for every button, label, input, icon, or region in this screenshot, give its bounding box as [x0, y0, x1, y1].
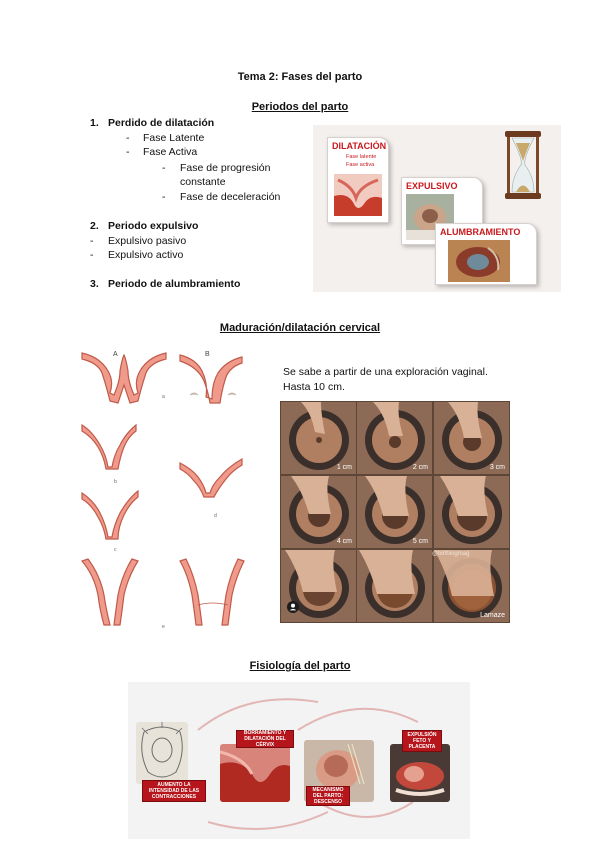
list-bullet: -	[126, 132, 130, 144]
period-1-title: Perdido de dilatación	[108, 117, 215, 129]
grid-cell-8	[357, 550, 432, 622]
grid-cell-3	[434, 402, 509, 474]
diagram-label-A: A	[113, 351, 118, 358]
maturation-text-line1: Se sabe a partir de una exploración vaginal.	[283, 366, 488, 378]
maturation-text-line2: Hasta 10 cm.	[283, 381, 345, 393]
list-item-fase-activa: Fase Activa	[143, 146, 198, 158]
phase-card-dilatacion	[327, 137, 389, 223]
list-bullet: -	[162, 191, 166, 203]
descent-box: MECANISMO DEL PARTO: DESCENSO	[306, 786, 350, 806]
cervix-dilation-picture	[220, 744, 290, 802]
fetus-placenta-picture	[390, 744, 450, 802]
period-3-number: 3.	[90, 278, 99, 290]
grid-cell-4	[281, 476, 356, 548]
list-item-expulsivo-pasivo: Expulsivo pasivo	[108, 235, 187, 247]
clay-photo	[434, 476, 509, 548]
period-2-title: Periodo expulsivo	[108, 220, 199, 232]
grid-cell-5	[357, 476, 432, 548]
grid-label: 5 cm	[412, 538, 428, 545]
grid-cell-6	[434, 476, 509, 548]
phase-dilatacion-label: DILATACIÓN	[332, 141, 387, 151]
grid-label: 4 cm	[336, 538, 352, 545]
diagram-label-b: b	[114, 479, 117, 485]
grid-label: 1 cm	[336, 464, 352, 471]
grid-label: 3 cm	[489, 464, 505, 471]
list-bullet: -	[90, 249, 94, 261]
diagram-label-a: a	[162, 394, 165, 400]
cervix-diagram	[80, 345, 260, 630]
dilation-picture	[334, 174, 382, 216]
clay-photo	[357, 550, 432, 622]
list-bullet: -	[90, 235, 94, 247]
diagram-label-e: e	[162, 624, 165, 630]
grid-cell-1	[281, 402, 356, 474]
grid-label: 2 cm	[412, 464, 428, 471]
list-item-deceleracion: Fase de deceleración	[180, 191, 281, 203]
labor-phases-image	[313, 125, 561, 292]
diagram-label-c: c	[114, 547, 117, 553]
phase-card-alumbramiento	[435, 223, 537, 285]
diagram-label-d: d	[214, 513, 217, 519]
physiology-diagram	[128, 682, 470, 839]
period-2-number: 2.	[90, 220, 99, 232]
grid-cell-9	[434, 550, 509, 622]
period-1-number: 1.	[90, 117, 99, 129]
list-item-progresion-line2: constante	[180, 176, 226, 188]
hourglass-icon	[499, 129, 547, 201]
grid-label: Lamaze	[480, 612, 505, 619]
watermark: @birthingmag	[432, 551, 470, 557]
grid-cell-2	[357, 402, 432, 474]
phase-alumbramiento-label: ALUMBRAMIENTO	[440, 227, 521, 237]
uterus-sketch-picture	[136, 722, 188, 784]
contractions-box: AUMENTO LA INTENSIDAD DE LAS CONTRACCIONES	[142, 780, 206, 802]
expulsion-box: EXPULSIÓN FETO Y PLACENTA	[402, 730, 442, 752]
list-item-fase-latente: Fase Latente	[143, 132, 205, 144]
page-title: Tema 2: Fases del parto	[237, 71, 363, 83]
placenta-picture	[448, 240, 510, 282]
dilation-photo-grid	[280, 401, 510, 623]
list-bullet: -	[126, 146, 130, 158]
list-item-progresion-line1: Fase de progresión	[180, 162, 271, 174]
period-3-title: Periodo de alumbramiento	[108, 278, 241, 290]
physiology-heading: Fisiología del parto	[249, 660, 351, 672]
user-avatar-icon	[287, 601, 299, 613]
maturation-heading: Maduración/dilatación cervical	[219, 322, 381, 334]
phase-expulsivo-label: EXPULSIVO	[406, 181, 458, 191]
periods-heading: Periodos del parto	[251, 101, 349, 113]
list-item-expulsivo-activo: Expulsivo activo	[108, 249, 184, 261]
effacement-box: BORRAMIENTO Y DILATACIÓN DEL CÉRVIX	[236, 730, 294, 748]
diagram-label-B: B	[205, 351, 210, 358]
list-bullet: -	[162, 162, 166, 174]
phase-fase-activa-label: Fase activa	[346, 162, 375, 168]
phase-fase-latente-label: Fase latente	[346, 154, 377, 160]
